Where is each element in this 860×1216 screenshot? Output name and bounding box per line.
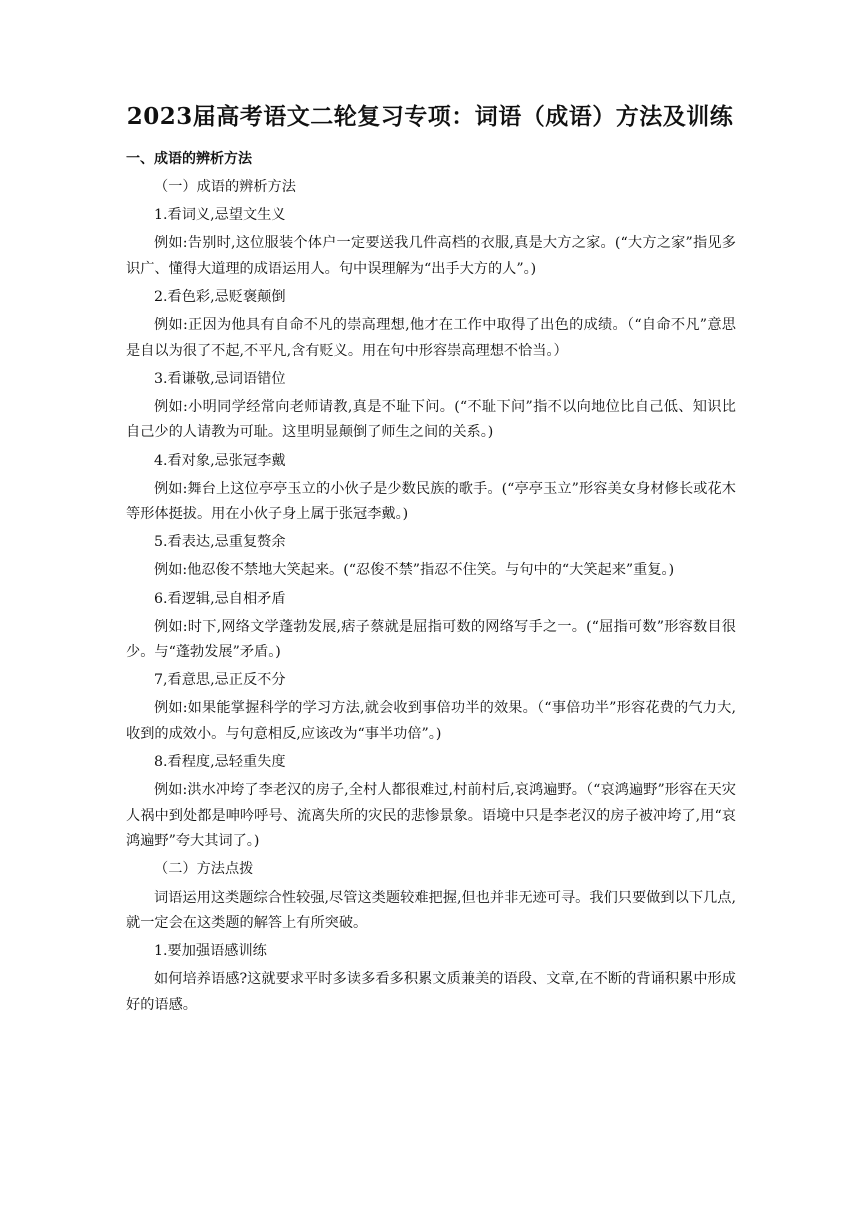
subsection-heading: （一）成语的辨析方法 [154,179,296,196]
item-heading: 5.看表达,忌重复赘余 [154,534,286,551]
section-heading: 一、成语的辨析方法 [126,151,252,167]
item-example: 例如:洪水冲垮了李老汉的房子,全村人都很难过,村前村后,哀鸿遍野。（“哀鸿遍野”形容在天灾人祸中到处都是呻吟呼号、流离失所的灾民的悲惨景象。语境中只是李老汉的房子被冲垮了,用“哀鸿遍野”夸大其词了。) [126,782,736,850]
item-heading: 6.看逻辑,忌自相矛盾 [154,590,286,607]
intro-paragraph: 词语运用这类题综合性较强,尽管这类题较难把握,但也并非无迹可寻。我们只要做到以下几点,就一定会在这类题的解答上有所突破。 [126,889,736,932]
item-example: 例如:小明同学经常向老师请教,真是不耻下问。(“不耻下问”指不以向地位比自己低、知识比自己少的人请教为可耻。这里明显颠倒了师生之间的关系。) [126,398,736,441]
item-example: 例如:正因为他具有自命不凡的崇高理想,他才在工作中取得了出色的成绩。（“自命不凡”意思是自以为很了不起,不平凡,含有贬义。用在句中形容崇高理想不恰当。） [126,317,736,359]
item-heading: 1.看词义,忌望文生义 [154,207,286,224]
item-example: 例如:舞台上这位亭亭玉立的小伙子是少数民族的歌手。(“亭亭玉立”形容美女身材修长或花木等形体挺拔。用在小伙子身上属于张冠李戴。) [126,480,736,523]
tip-body: 如何培养语感?这就要求平时多读多看多积累文质兼美的语段、文章,在不断的背诵积累中形成好的语感。 [126,971,736,1013]
item-example: 例如:如果能掌握科学的学习方法,就会收到事倍功半的效果。（“事倍功半”形容花费的气力大,收到的成效小。与句意相反,应该改为“事半功倍”。) [126,700,736,742]
subsection-heading: （二）方法点拨 [154,861,254,878]
item-heading: 2.看色彩,忌贬褒颠倒 [154,288,286,305]
item-heading: 4.看对象,忌张冠李戴 [154,452,286,469]
item-heading: 3.看谦敬,忌词语错位 [154,370,286,387]
item-heading: 8.看程度,忌轻重失度 [154,754,286,771]
item-example: 例如:他忍俊不禁地大笑起来。(“忍俊不禁”指忍不住笑。与句中的“大笑起来”重复。) [154,562,675,579]
item-example: 例如:时下,网络文学蓬勃发展,痞子蔡就是屈指可数的网络写手之一。(“屈指可数”形容数目很少。与“蓬勃发展”矛盾。) [126,618,736,661]
item-heading: 7,看意思,忌正反不分 [154,672,286,689]
document-title: 2023届高考语文二轮复习专项：词语（成语）方法及训练 [126,103,734,130]
tip-heading: 1.要加强语感训练 [154,943,267,960]
document-body [126,147,736,1019]
item-example: 例如:告别时,这位服装个体户一定要送我几件高档的衣服,真是大方之家。(“大方之家”指见多识广、懂得大道理的成语运用人。句中误理解为“出手大方的人”。) [126,235,736,277]
